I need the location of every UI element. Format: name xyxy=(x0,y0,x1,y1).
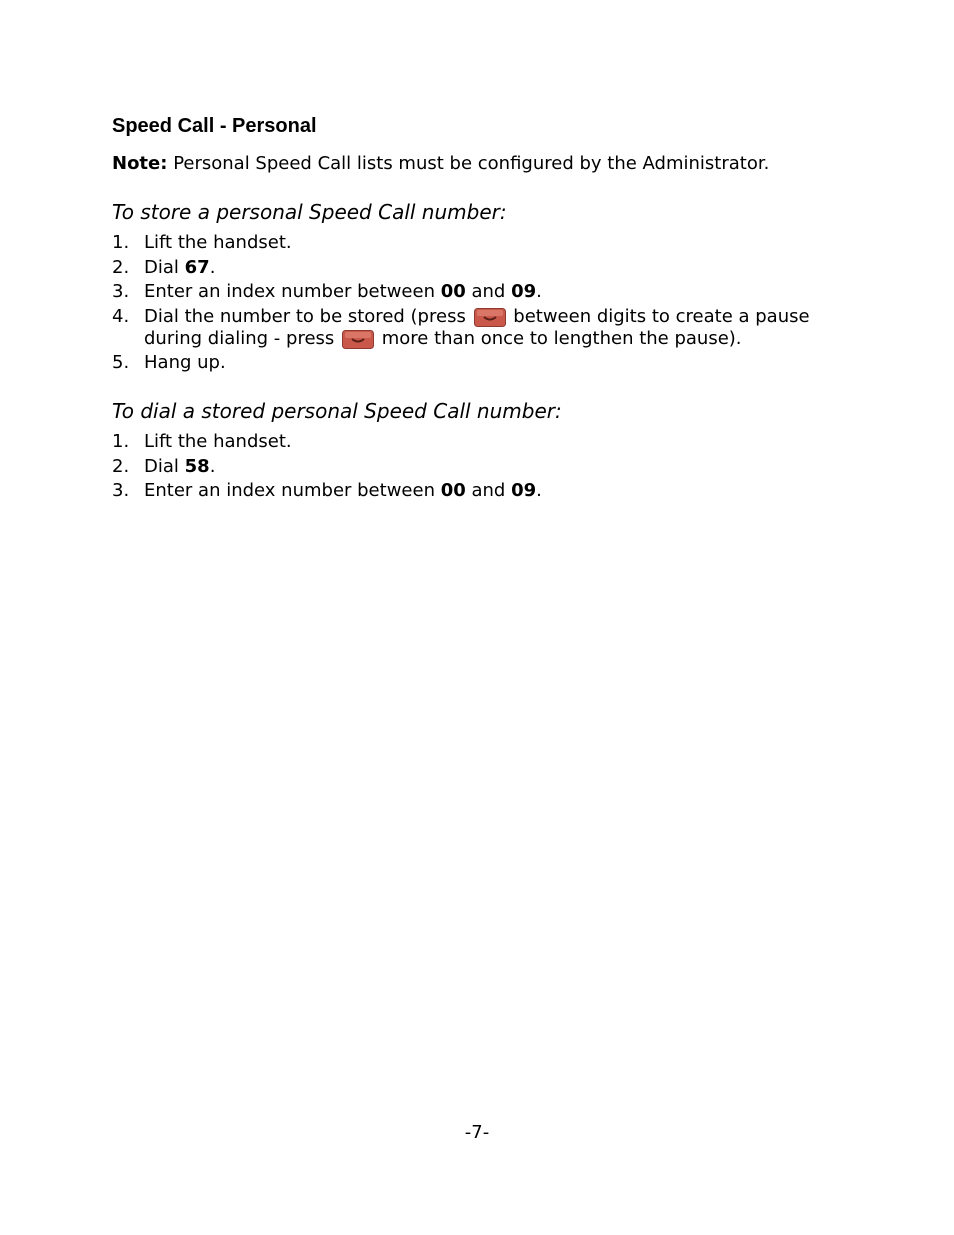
list-item xyxy=(112,456,852,478)
step-text: . xyxy=(536,281,542,302)
step-text: . xyxy=(536,480,542,501)
step-text: and xyxy=(465,480,512,501)
index-end: 09 xyxy=(511,480,537,501)
note-text: Personal Speed Call lists must be configured by the Administrator. xyxy=(173,153,770,174)
dial-steps-list xyxy=(112,431,852,505)
step-number: 3. xyxy=(112,480,130,501)
list-item xyxy=(112,352,852,374)
note-paragraph xyxy=(112,153,769,174)
step-number: 2. xyxy=(112,256,130,278)
step-text: Hang up. xyxy=(144,352,226,373)
step-text: Dial xyxy=(144,455,185,477)
index-start: 00 xyxy=(440,281,466,302)
dial-subheading: To dial a stored personal Speed Call number: xyxy=(112,399,562,423)
page-number: -7- xyxy=(464,1122,490,1143)
list-item xyxy=(112,480,852,502)
step-number: 1. xyxy=(112,232,130,253)
index-end: 09 xyxy=(511,281,537,302)
step-number: 3. xyxy=(112,281,130,302)
store-steps-list xyxy=(112,232,852,377)
step-number: 5. xyxy=(112,352,130,373)
list-item xyxy=(112,431,852,453)
dial-code: 67 xyxy=(184,256,210,278)
step-number: 2. xyxy=(112,455,130,477)
note-label: Note: xyxy=(112,153,168,174)
step-text: Dial the number to be stored (press xyxy=(144,305,472,327)
step-text: Lift the handset. xyxy=(144,232,292,253)
step-text: . xyxy=(209,455,216,477)
step-text: Enter an index number between xyxy=(144,281,441,302)
hold-key-icon xyxy=(474,308,506,327)
store-subheading: To store a personal Speed Call number: xyxy=(112,200,507,224)
step-text: Dial xyxy=(144,256,185,278)
step-text: more than once to lengthen the pause). xyxy=(376,327,742,349)
step-text: Enter an index number between xyxy=(144,480,441,501)
step-text: between digits to create a pause during dialing - press xyxy=(144,305,810,349)
step-text: Lift the handset. xyxy=(144,431,292,452)
list-item xyxy=(112,232,852,254)
list-item xyxy=(112,306,852,350)
hold-key-icon xyxy=(342,330,374,349)
step-number: 1. xyxy=(112,431,130,452)
index-start: 00 xyxy=(440,480,466,501)
step-number: 4. xyxy=(112,305,130,327)
step-text: and xyxy=(465,281,512,302)
list-item xyxy=(112,281,852,303)
dial-code: 58 xyxy=(184,455,210,477)
list-item xyxy=(112,257,852,279)
step-text: . xyxy=(209,256,216,278)
section-heading: Speed Call - Personal xyxy=(112,115,317,137)
